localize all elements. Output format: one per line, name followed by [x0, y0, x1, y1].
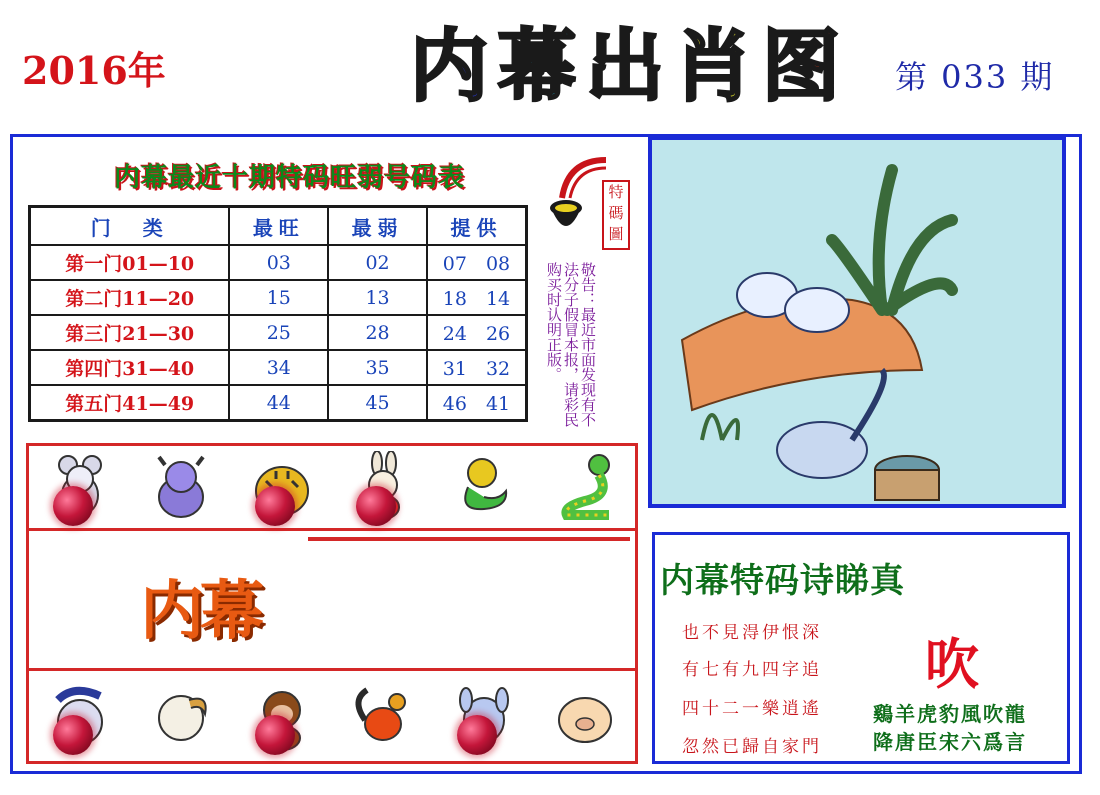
header-cold: 最弱 [328, 207, 427, 246]
logo-char-4: 肖 [673, 22, 752, 112]
logo-char-5: 图 [761, 22, 840, 112]
zodiac-snake [542, 448, 628, 526]
rooster-icon [347, 680, 419, 752]
logo-char-2: 幕 [497, 22, 576, 112]
header-hot: 最旺 [229, 207, 328, 246]
poem-title: 内幕特码诗睇真 [660, 561, 905, 601]
zodiac-rat [37, 448, 123, 526]
row-cold: 45 [328, 385, 427, 421]
highlight-ball [255, 715, 295, 755]
ox-icon [145, 451, 217, 523]
row-category: 第四门31—40 [30, 350, 230, 385]
zodiac-dog [441, 677, 527, 755]
row-hot: 15 [229, 280, 328, 315]
table-row [30, 315, 527, 350]
zodiac-goat [138, 677, 224, 755]
logo-char-3: 出 [585, 22, 664, 112]
goat-icon [145, 680, 217, 752]
verse-line-1: 鷄羊虎豹風吹龍 [873, 702, 1027, 726]
middle-panel [26, 531, 638, 668]
row-hot: 34 [229, 350, 328, 385]
table-row [30, 245, 527, 280]
highlight-ball [255, 486, 295, 526]
year-label: 2016年 [22, 48, 166, 93]
table-row [30, 350, 527, 385]
highlight-ball [356, 486, 396, 526]
mark-label: 特碼圖 [602, 180, 630, 250]
row-provide: 07 08 [427, 245, 527, 280]
zodiac-tiger [239, 448, 325, 526]
highlight-ball [53, 486, 93, 526]
middle-big-text: 内幕 [140, 574, 260, 649]
row-category: 第二门11—20 [30, 280, 230, 315]
row-hot: 25 [229, 315, 328, 350]
zodiac-rabbit [340, 448, 426, 526]
number-table [28, 205, 528, 422]
row-hot: 44 [229, 385, 328, 421]
dragon-icon [448, 451, 520, 523]
highlight-ball [457, 715, 497, 755]
painting-illustration [648, 136, 1066, 508]
pig-icon [549, 680, 621, 752]
zodiac-rooster [340, 677, 426, 755]
highlight-ball [53, 715, 93, 755]
zodiac-bottom-row [26, 668, 638, 764]
header-category: 门 类 [30, 207, 230, 246]
row-provide: 24 26 [427, 315, 527, 350]
table-title: 内幕最近十期特码旺弱号码表 [114, 163, 466, 193]
notice-text: 敬告：最近市面发现有不法分子假冒本报，请彩民购买时认明正版。 [545, 262, 597, 427]
row-category: 第一门01—10 [30, 245, 230, 280]
title-logo [405, 22, 845, 112]
zodiac-horse [37, 677, 123, 755]
verse-line-2: 降唐臣宋六爲言 [873, 730, 1027, 754]
row-cold: 02 [328, 245, 427, 280]
snake-icon [549, 451, 621, 523]
row-cold: 28 [328, 315, 427, 350]
table-row [30, 385, 527, 421]
poem-answer: 吹 [925, 632, 979, 696]
zodiac-monkey [239, 677, 325, 755]
poem-line: 四十二一樂逍遙 [682, 699, 822, 719]
logo-char-1: 内 [409, 22, 488, 112]
divider [308, 537, 630, 541]
zodiac-pig [542, 677, 628, 755]
issue-number: 第 033 期 [895, 58, 1055, 96]
table-row [30, 280, 527, 315]
zodiac-top-row [26, 443, 638, 531]
row-cold: 13 [328, 280, 427, 315]
poem-line: 也不見淂伊恨深 [682, 623, 822, 643]
header-provide: 提供 [427, 207, 527, 246]
poem-line: 有七有九四字追 [682, 660, 822, 680]
row-category: 第三门21—30 [30, 315, 230, 350]
row-provide: 18 14 [427, 280, 527, 315]
row-provide: 46 41 [427, 385, 527, 421]
row-hot: 03 [229, 245, 328, 280]
zodiac-ox [138, 448, 224, 526]
table-header-row [30, 207, 527, 246]
poem-line: 忽然已歸自家門 [682, 737, 822, 757]
row-category: 第五门41—49 [30, 385, 230, 421]
row-cold: 35 [328, 350, 427, 385]
row-provide: 31 32 [427, 350, 527, 385]
zodiac-dragon [441, 448, 527, 526]
